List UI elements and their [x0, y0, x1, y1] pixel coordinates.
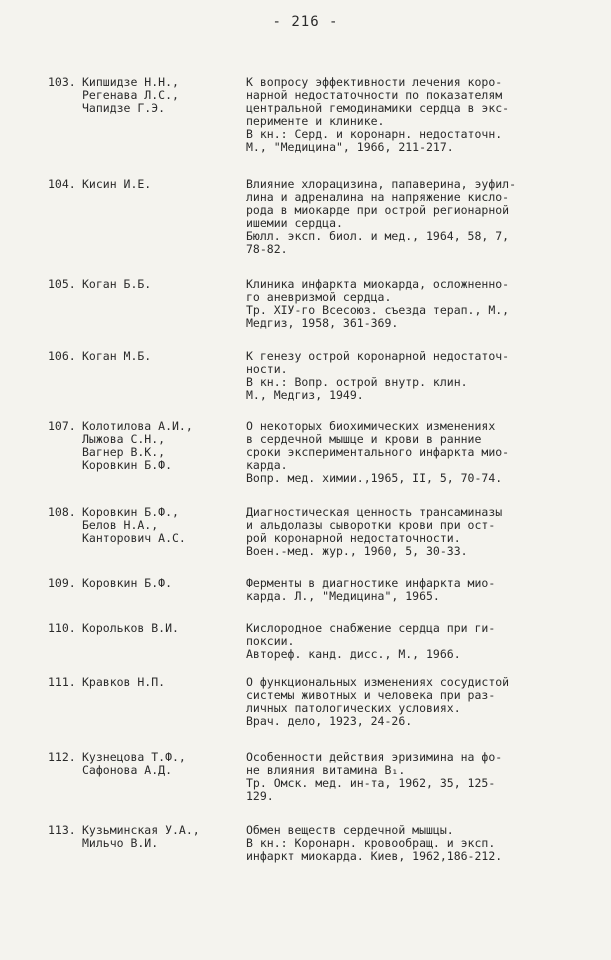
citation-line: В кн.: Серд. и коронарн. недостаточн. [246, 127, 503, 141]
citation-line: Врач. дело, 1923, 24-26. [246, 714, 413, 728]
citation-line: рой коронарной недостаточности. [246, 531, 461, 545]
citation-line: поксии. [246, 634, 295, 648]
entry-citation [246, 751, 584, 803]
entry-number: 113. [48, 823, 76, 837]
entry-authors [82, 751, 242, 777]
page-number: - 216 - [272, 14, 339, 30]
author-name: Коровкин Б.Ф., [82, 505, 179, 519]
author-name: Коровкин Б.Ф. [82, 576, 173, 590]
author-name: Кузьминская У.А., [82, 823, 200, 837]
entry-authors [82, 676, 242, 689]
entry-authors [82, 76, 242, 115]
citation-line: Обмен веществ сердечной мышцы. [246, 823, 454, 837]
citation-line: Бюлл. эксп. биол. и мед., 1964, 58, 7, [246, 229, 510, 243]
citation-line: карда. [246, 458, 288, 472]
citation-line: Влияние хлорацизина, папаверина, эуфил- [246, 177, 517, 191]
entry-number: 112. [48, 750, 76, 764]
citation-line: ности. [246, 362, 288, 376]
entry-authors [82, 420, 242, 472]
entry-authors [82, 506, 242, 545]
citation-line: К вопросу эффективности лечения коро- [246, 75, 503, 89]
entry-citation [246, 676, 584, 728]
author-name: Чапидзе Г.Э. [82, 101, 166, 115]
citation-line: личных патологических условиях. [246, 701, 461, 715]
entry-authors [82, 824, 242, 850]
citation-line: рода в миокарде при острой регионарной [246, 203, 510, 217]
citation-line: М., "Медицина", 1966, 211-217. [246, 140, 454, 154]
citation-line: В кн.: Вопр. острой внутр. клин. [246, 375, 468, 389]
entry-authors [82, 350, 242, 363]
citation-line: 129. [246, 789, 274, 803]
entry-number: 106. [48, 349, 76, 363]
entry-citation [246, 350, 584, 402]
entry-authors [82, 278, 242, 291]
author-name: Сафонова А.Д. [82, 763, 173, 777]
entry-number: 107. [48, 419, 76, 433]
author-name: Кипшидзе Н.Н., [82, 75, 179, 89]
entry-citation [246, 622, 584, 661]
citation-line: К генезу острой коронарной недостаточ- [246, 349, 510, 363]
author-name: Лыжова С.Н., [82, 432, 166, 446]
author-name: Коган М.Б. [82, 349, 152, 363]
citation-line: О некоторых биохимических изменениях [246, 419, 496, 433]
entry-authors [82, 622, 242, 635]
citation-line: М., Медгиз, 1949. [246, 388, 364, 402]
entry-citation [246, 577, 584, 603]
entry-number: 105. [48, 277, 76, 291]
citation-line: В кн.: Коронарн. кровообращ. и эксп. [246, 836, 496, 850]
entry-number: 108. [48, 505, 76, 519]
citation-line: Диагностическая ценность трансаминазы [246, 505, 503, 519]
entry-citation [246, 76, 584, 154]
entry-authors [82, 178, 242, 191]
citation-line: Кислородное снабжение сердца при ги- [246, 621, 496, 635]
author-name: Белов Н.А., [82, 518, 159, 532]
citation-line: ишемии сердца. [246, 216, 343, 230]
author-name: Коровкин Б.Ф. [82, 458, 173, 472]
author-name: Кисин И.Е. [82, 177, 152, 191]
entry-citation [246, 506, 584, 558]
citation-line: не влияния витамина B₁. [246, 763, 406, 777]
author-name: Мильчо В.И. [82, 836, 159, 850]
entry-number: 103. [48, 75, 76, 89]
entry-citation [246, 824, 584, 863]
citation-line: центральной гемодинамики сердца в экс- [246, 101, 510, 115]
citation-line: Ферменты в диагностике инфаркта мио- [246, 576, 496, 590]
citation-line: 78-82. [246, 242, 288, 256]
citation-line: нарной недостаточности по показателям [246, 88, 503, 102]
entry-citation [246, 178, 584, 256]
citation-line: Вопр. мед. химии.,1965, II, 5, 70-74. [246, 471, 503, 485]
citation-line: лина и адреналина на напряжение кисло- [246, 190, 510, 204]
citation-line: карда. Л., "Медицина", 1965. [246, 589, 440, 603]
citation-line: го аневризмой сердца. [246, 290, 392, 304]
citation-line: Тр. Омск. мед. ин-та, 1962, 35, 125- [246, 776, 496, 790]
author-name: Корольков В.И. [82, 621, 179, 635]
citation-line: в сердечной мышце и крови в ранние [246, 432, 482, 446]
citation-line: О функциональных изменениях сосудистой [246, 675, 510, 689]
citation-line: Медгиз, 1958, 361-369. [246, 316, 399, 330]
author-name: Кузнецова Т.Ф., [82, 750, 186, 764]
citation-line: Автореф. канд. дисс., М., 1966. [246, 647, 461, 661]
entry-number: 110. [48, 621, 76, 635]
entry-citation [246, 278, 584, 330]
author-name: Коган Б.Б. [82, 277, 152, 291]
author-name: Канторович А.С. [82, 531, 186, 545]
entry-number: 111. [48, 675, 76, 689]
citation-line: Воен.-мед. жур., 1960, 5, 30-33. [246, 544, 468, 558]
citation-line: Особенности действия эризимина на фо- [246, 750, 503, 764]
entry-number: 104. [48, 177, 76, 191]
author-name: Вагнер В.К., [82, 445, 166, 459]
author-name: Регенава Л.С., [82, 88, 179, 102]
citation-line: Тр. XIУ-го Всесоюз. съезда терап., М., [246, 303, 510, 317]
citation-line: и альдолазы сыворотки крови при ост- [246, 518, 496, 532]
citation-line: сроки экспериментального инфаркта мио- [246, 445, 510, 459]
citation-line: Клиника инфаркта миокарда, осложненно- [246, 277, 510, 291]
entry-number: 109. [48, 576, 76, 590]
author-name: Колотилова А.И., [82, 419, 193, 433]
entry-authors [82, 577, 242, 590]
author-name: Кравков Н.П. [82, 675, 166, 689]
citation-line: перименте и клинике. [246, 114, 385, 128]
entry-citation [246, 420, 584, 485]
citation-line: инфаркт миокарда. Киев, 1962,186-212. [246, 849, 503, 863]
citation-line: системы животных и человека при раз- [246, 688, 496, 702]
